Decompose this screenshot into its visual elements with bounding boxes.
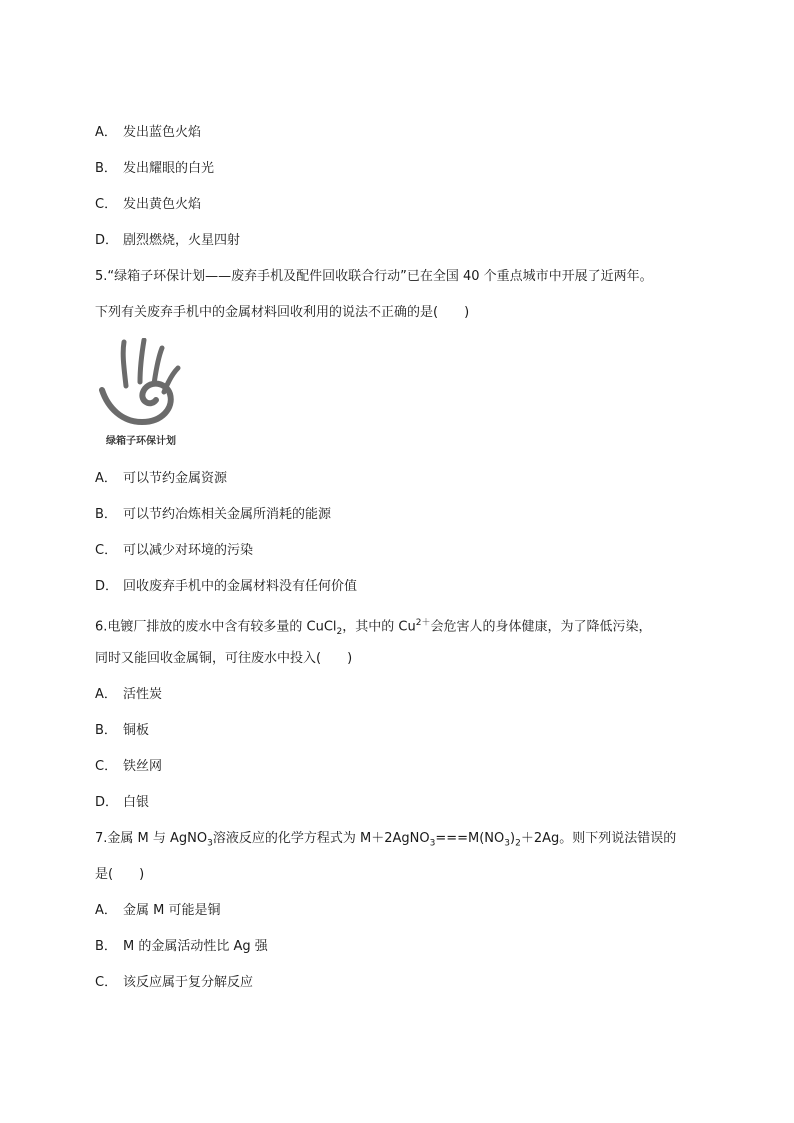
q5-option-b: B． 可以节约冶炼相关金属所消耗的能源 bbox=[95, 507, 332, 522]
q7-option-b: B． M 的金属活动性比 Ag 强 bbox=[95, 939, 268, 954]
q6-stem-line1: 6.电镀厂排放的废水中含有较多量的 CuCl$_2$，其中的 $Cu^{2+}$会危害人的身体健康，为了降低污染， bbox=[95, 618, 652, 637]
q7-option-a: A． 金属 M 可能是铜 bbox=[95, 903, 221, 918]
logo-caption: 绿箱子环保计划 bbox=[106, 436, 176, 447]
q4-option-d: D． 剧烈燃烧，火星四射 bbox=[95, 233, 241, 248]
q5-option-c: C． 可以减少对环境的污染 bbox=[95, 543, 254, 558]
q7-stem-line1: 7.金属 M 与 AgNO$_3$溶液反应的化学方程式为 $M+2AgNO_3===M(NO_3)_2+2Ag$。则下列说法错误的 bbox=[95, 831, 677, 849]
q5-stem-line1: 5.“绿箱子环保计划——废弃手机及配件回收联合行动”已在全国 40 个重点城市中开展了近两年。 bbox=[95, 269, 653, 284]
q5-option-d: D． 回收废弃手机中的金属材料没有任何价值 bbox=[95, 579, 358, 594]
green-box-hand-logo bbox=[98, 338, 194, 446]
q6-option-b: B． 铜板 bbox=[95, 723, 150, 738]
q4-option-c: C． 发出黄色火焰 bbox=[95, 197, 202, 212]
q5-stem-line2: 下列有关废弃手机中的金属材料回收利用的说法不正确的是( ) bbox=[95, 305, 470, 320]
q5-option-a: A． 可以节约金属资源 bbox=[95, 471, 228, 486]
q6-stem-line2: 同时又能回收金属铜，可往废水中投入( ) bbox=[95, 651, 353, 666]
q7-option-c: C． 该反应属于复分解反应 bbox=[95, 975, 254, 990]
q4-option-a: A． 发出蓝色火焰 bbox=[95, 125, 202, 140]
q7-stem-line2: 是( ) bbox=[95, 867, 145, 882]
q6-option-c: C． 铁丝网 bbox=[95, 759, 163, 774]
q6-option-a: A． 活性炭 bbox=[95, 687, 163, 702]
q6-option-d: D． 白银 bbox=[95, 795, 150, 810]
q4-option-b: B． 发出耀眼的白光 bbox=[95, 161, 215, 176]
